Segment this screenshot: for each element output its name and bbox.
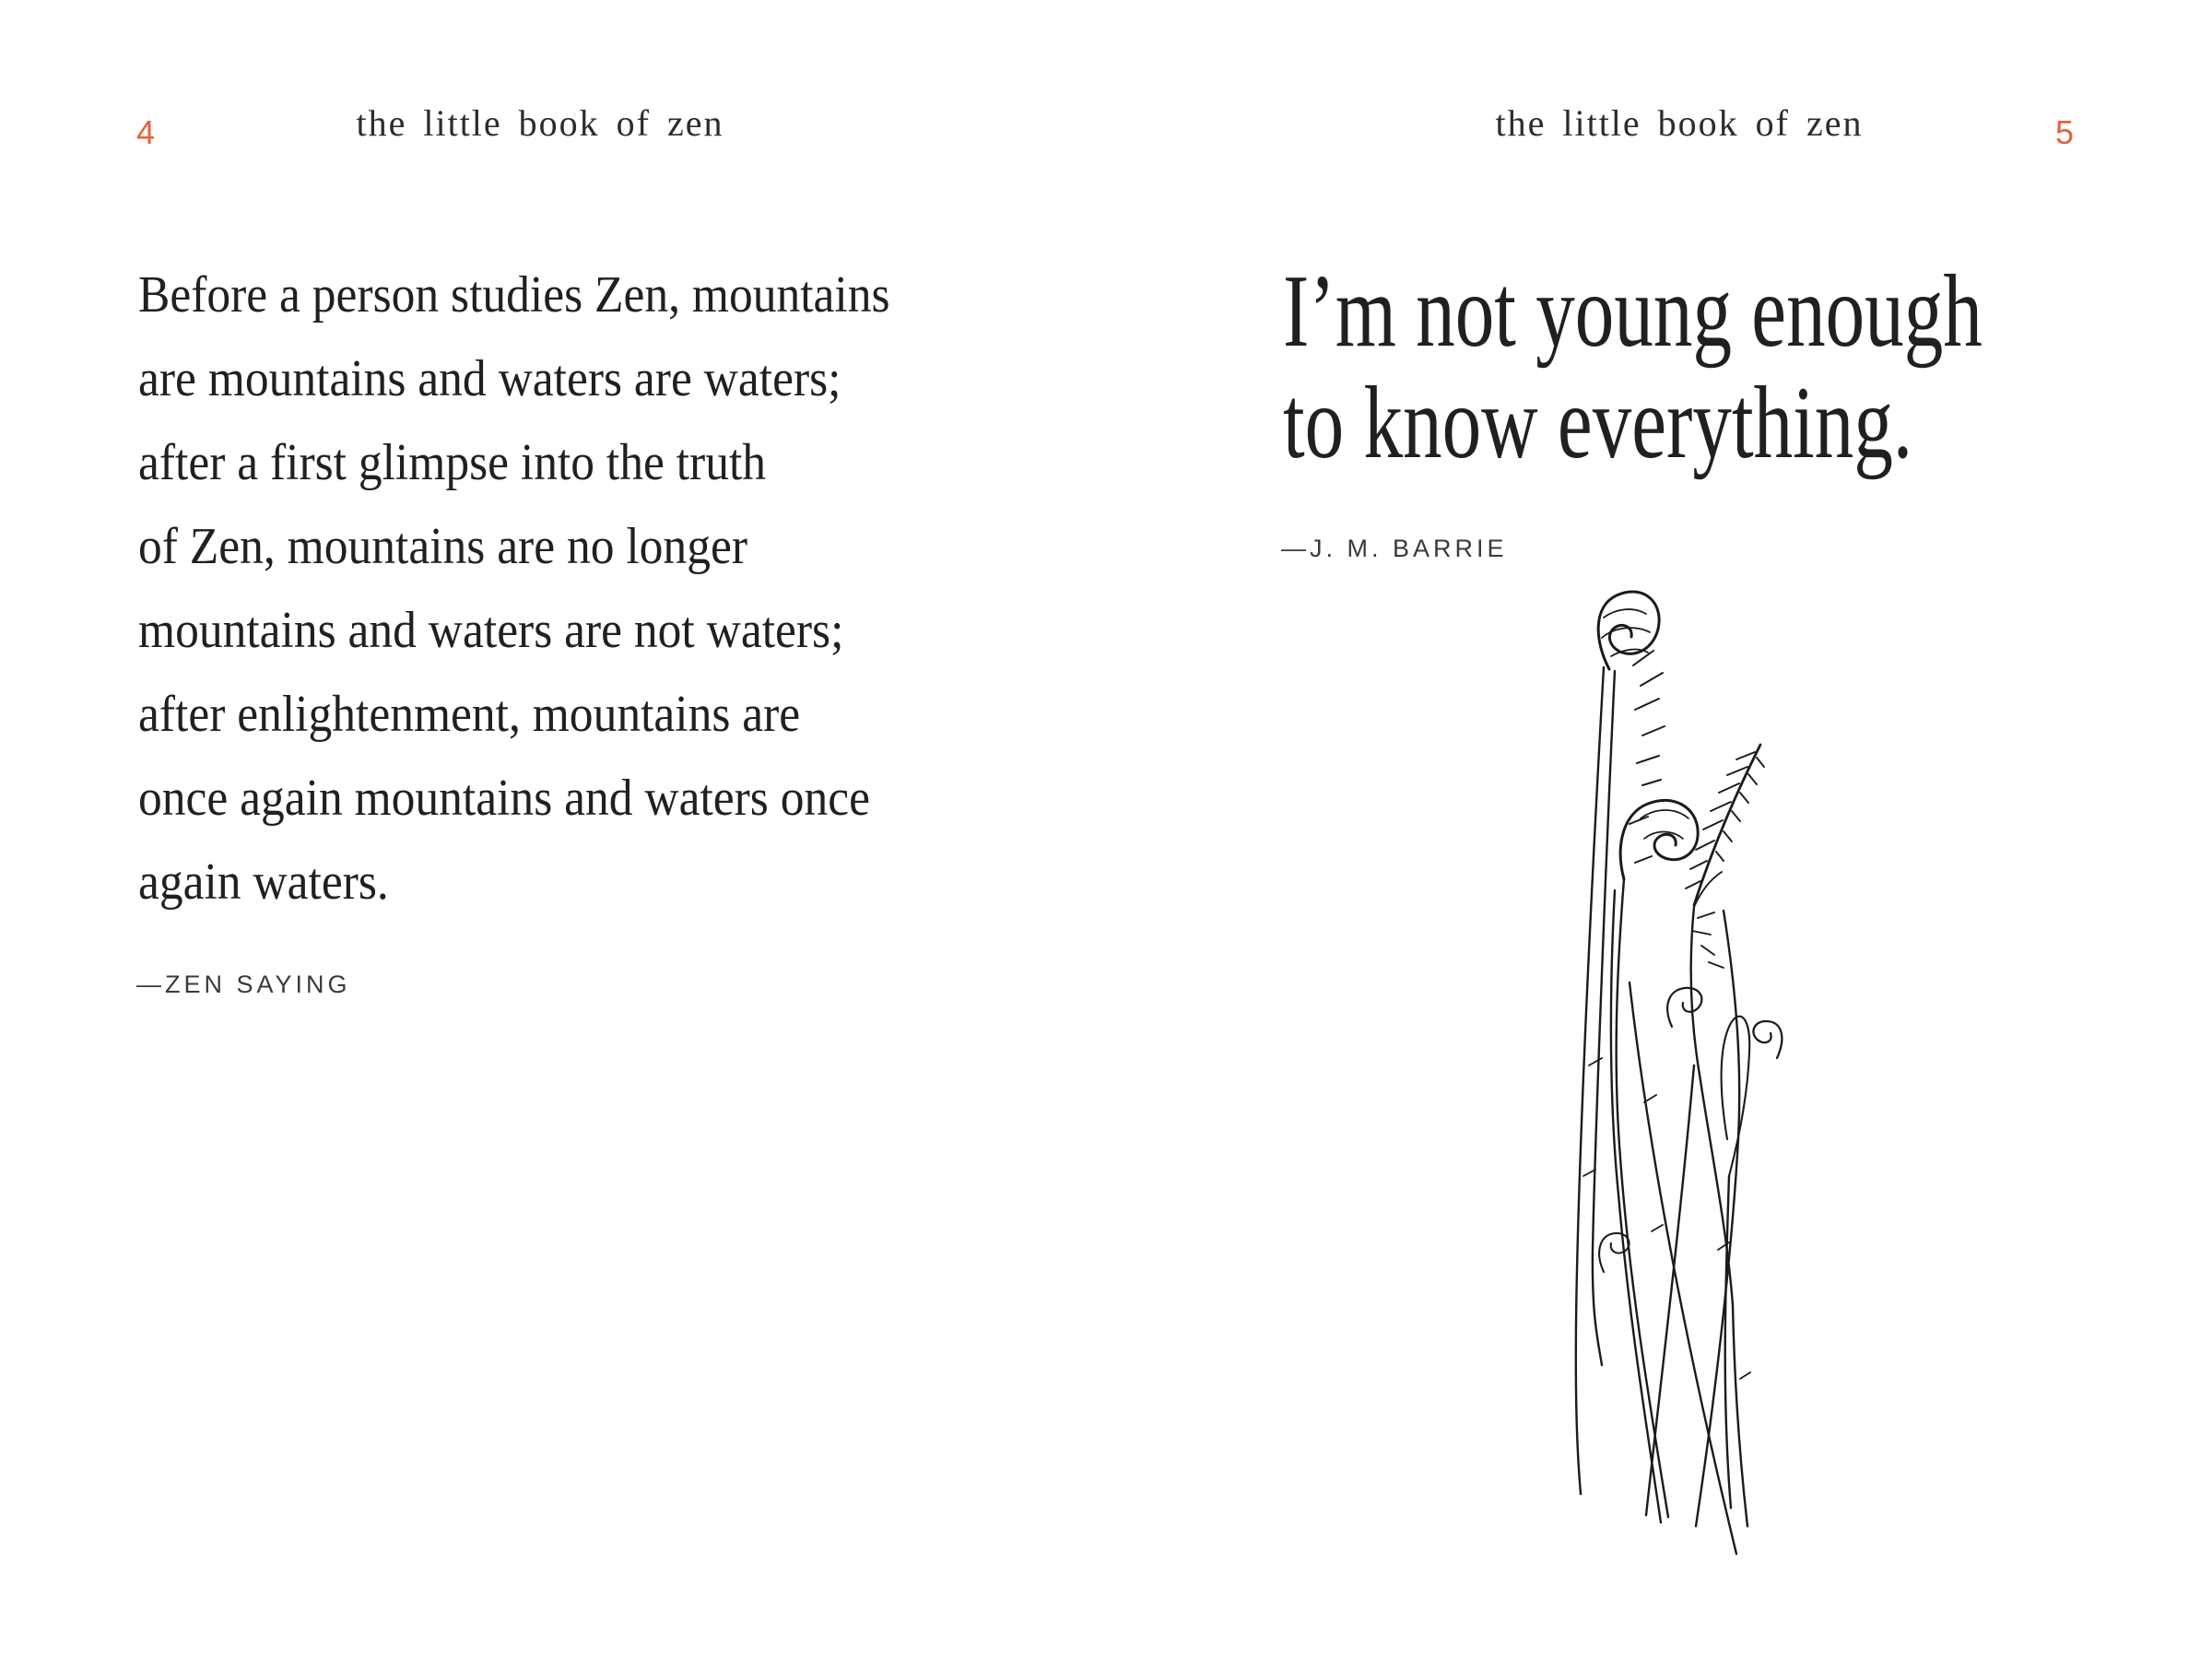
quote-line: to know everything. (1283, 366, 1913, 480)
running-header-right: the little book of zen (1495, 102, 1864, 144)
page-number-left: 4 (136, 113, 156, 151)
fern-illustration (1556, 586, 1794, 1561)
quote-line: Before a person studies Zen, mountains (138, 266, 890, 324)
quote-line: mountains and waters are not waters; (138, 602, 844, 659)
attribution-zen-saying: —ZEN SAYING (136, 971, 351, 998)
quote-line: again waters. (138, 853, 389, 911)
quote-line: of Zen, mountains are no longer (138, 518, 747, 575)
running-header-left: the little book of zen (356, 102, 724, 144)
quote-line: after enlightenment, mountains are (138, 686, 801, 743)
page-number-right: 5 (2055, 113, 2075, 151)
page-right (1106, 0, 2212, 1659)
fern-drawing (1556, 586, 1794, 1561)
quote-line: once again mountains and waters once (138, 770, 870, 827)
quote-line: I’m not young enough (1283, 254, 1983, 369)
attribution-barrie: —J. M. BARRIE (1281, 535, 1508, 562)
quote-line: are mountains and waters are waters; (138, 350, 841, 407)
quote-line: after a first glimpse into the truth (138, 434, 767, 491)
barrie-quote (1283, 256, 1983, 479)
zen-quote (138, 253, 890, 924)
